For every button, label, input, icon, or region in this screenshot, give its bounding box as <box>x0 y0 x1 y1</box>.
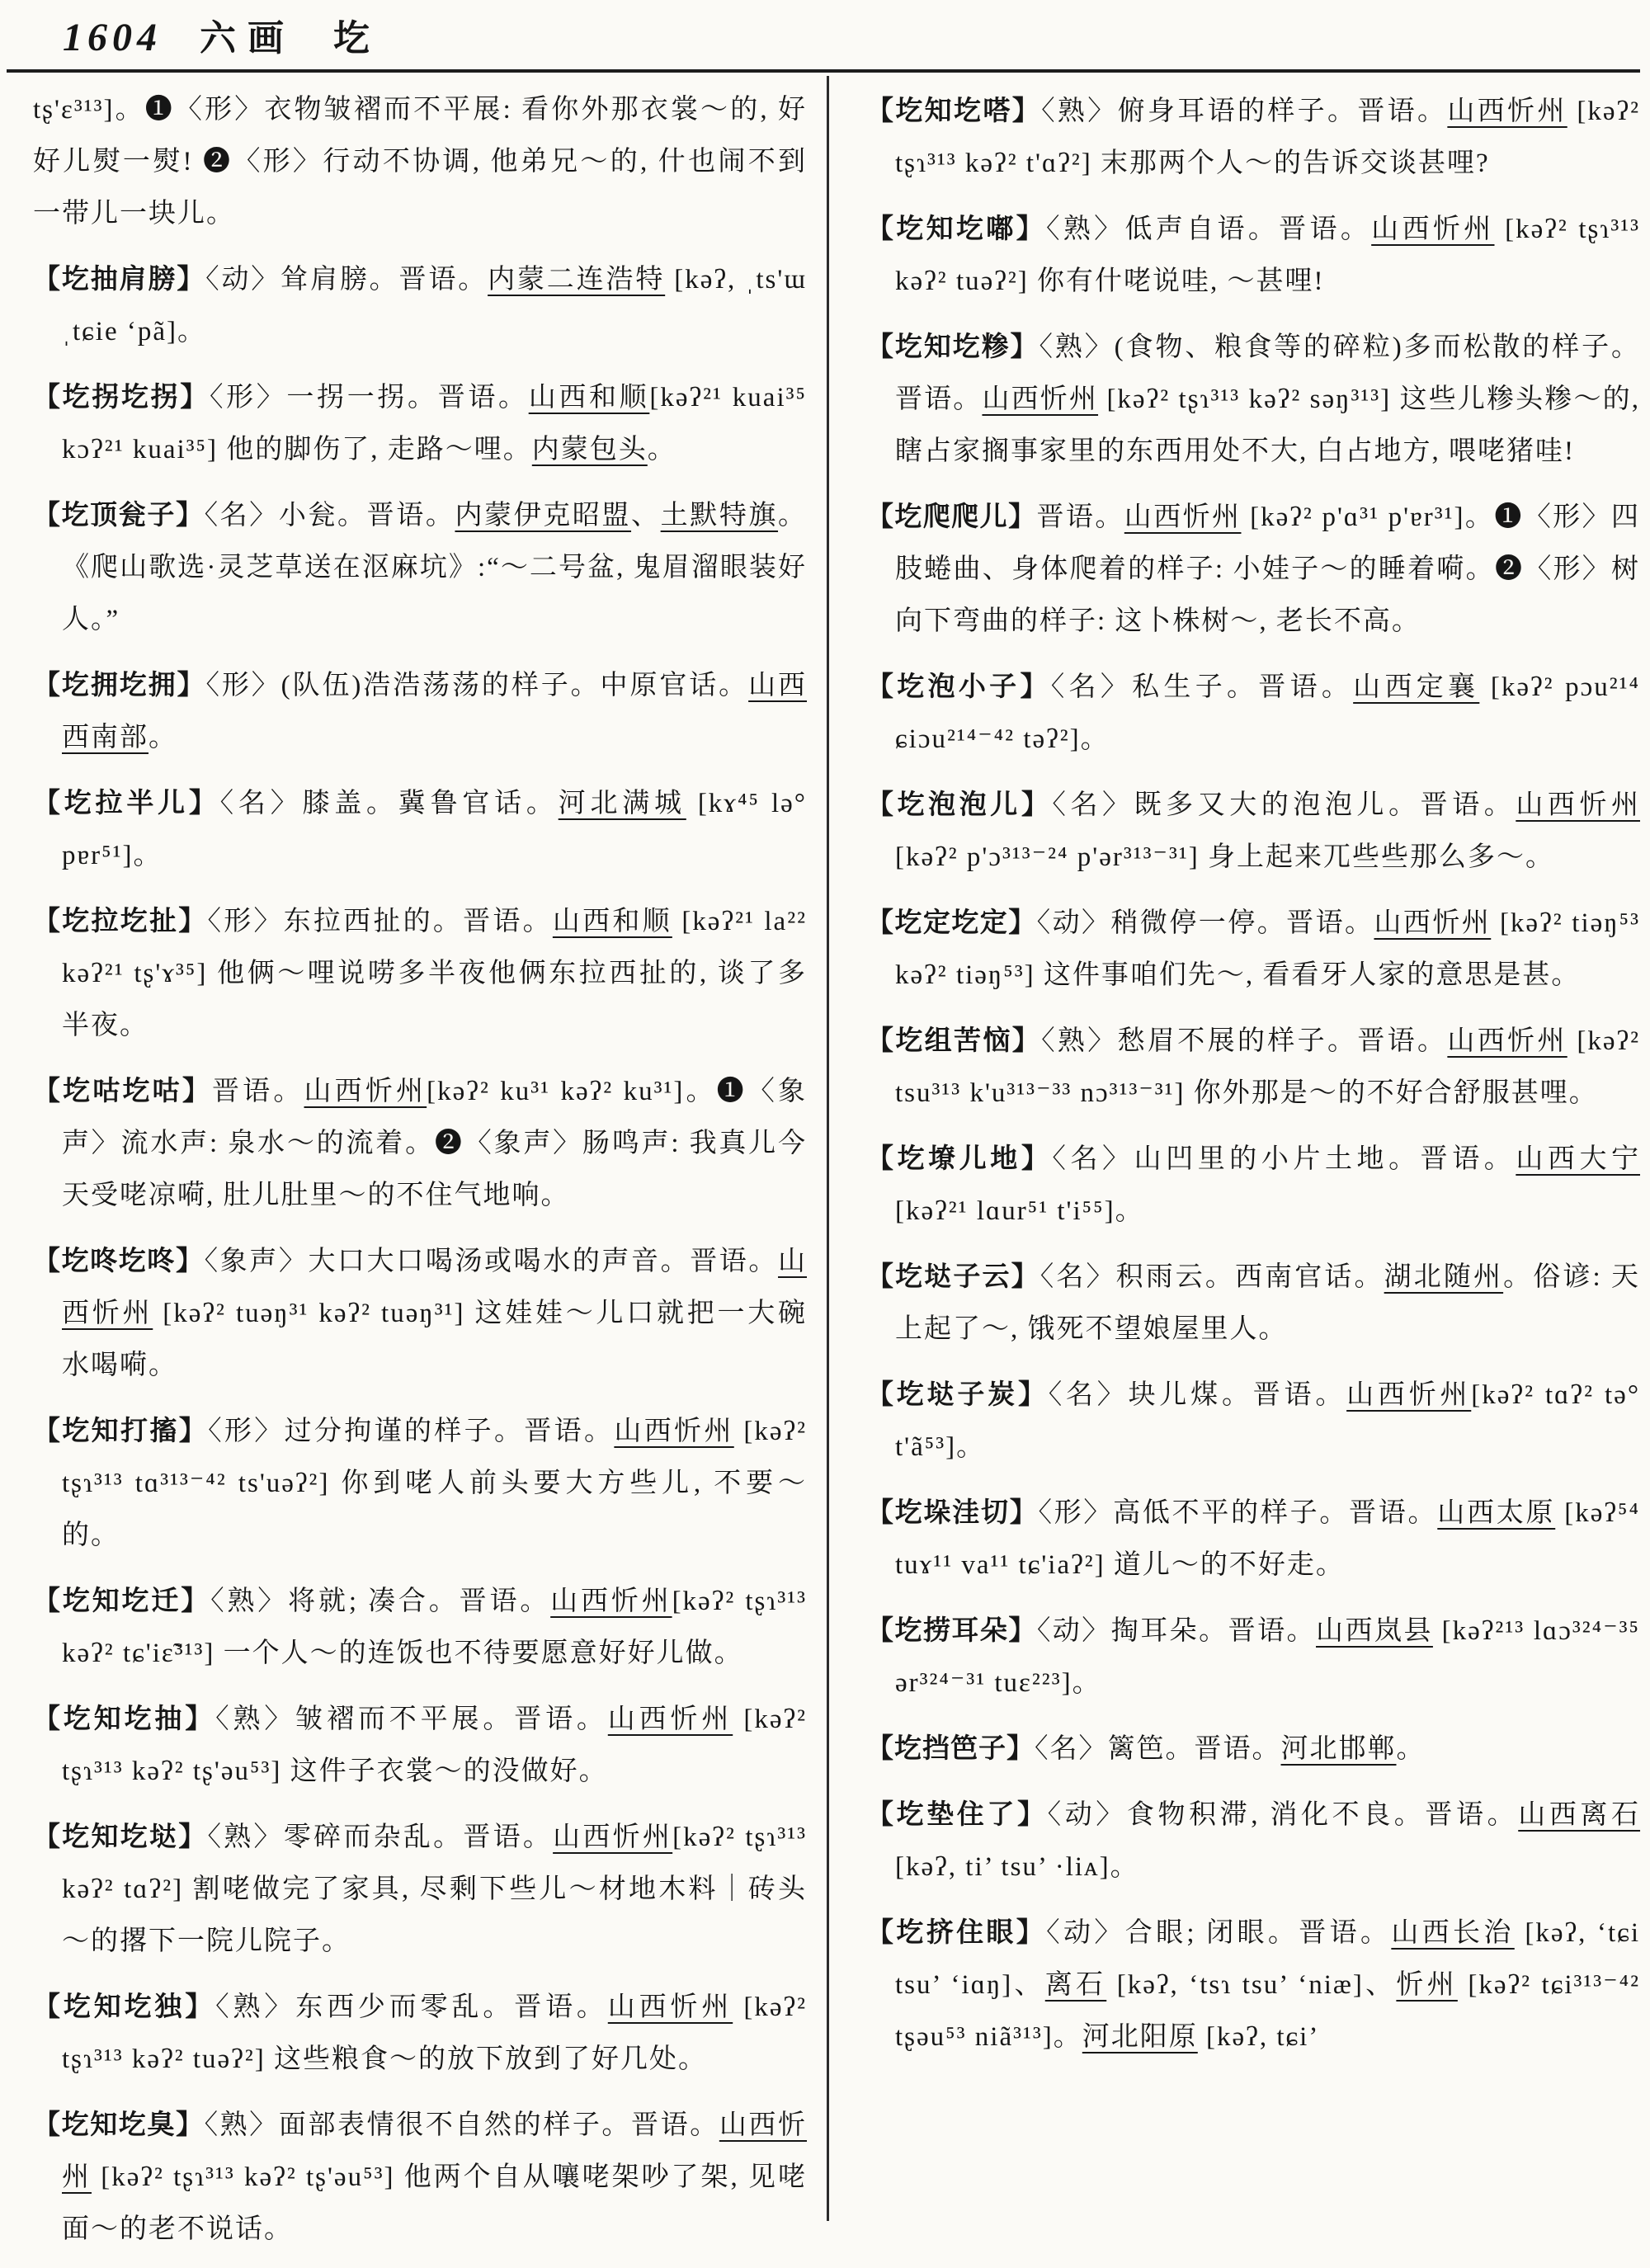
entry-text: 〈名〉积雨云。西南官话。 <box>1040 1262 1384 1292</box>
dict-entry <box>866 778 1640 884</box>
entry-text: [kəʔ² tʂɿ³¹³ kəʔ² tuəʔ²] 这些粮食～的放下放到了好几处。 <box>62 1992 808 2074</box>
entry-text: [kəʔ²¹ kuai³⁵ kɔʔ²¹ kuai³⁵] 他的脚伤了, 走路～哩。 <box>62 383 808 464</box>
dict-entry <box>33 1810 807 1968</box>
entry-text: 〈熟〉俯身耳语的样子。晋语。 <box>1041 97 1448 126</box>
entry-headword: 【圪挡笆子】 <box>866 1733 1035 1763</box>
entry-text: 〈动〉合眼; 闭眼。晋语。 <box>1046 1918 1392 1948</box>
entry-headword: 【圪定圪定】 <box>866 907 1037 937</box>
entry-text: [kəʔ, tɕi’ <box>1197 2022 1320 2052</box>
place-name: 山西长治 <box>1391 1918 1515 1948</box>
entry-text: 〈形〉高低不平的样子。晋语。 <box>1038 1498 1438 1528</box>
place-name: 忻州 <box>1396 1970 1458 2000</box>
entry-text: 。俗谚: 天上起了～, 饿死不望娘屋里人。 <box>895 1262 1641 1344</box>
entry-text: 〈名〉块儿煤。晋语。 <box>1048 1380 1347 1410</box>
entry-headword: 【圪爬爬儿】 <box>866 501 1037 531</box>
entry-text: [kəʔ² tɑʔ² tə° t'ã⁵³]。 <box>895 1380 1641 1462</box>
dict-entry <box>866 660 1640 766</box>
entry-headword: 【圪㙩儿地】 <box>866 1143 1053 1173</box>
dict-entry <box>33 1574 807 1680</box>
entry-text: [kəʔ, ti’ tsu’ ·liᴀ]。 <box>895 1852 1139 1882</box>
dict-entry <box>866 1014 1640 1120</box>
entry-text: [kəʔ² tsu³¹³ k'u³¹³⁻³³ nɔ³¹³⁻³¹] 你外那是～的不好合舒服甚哩。 <box>895 1026 1641 1108</box>
entry-text: [kəʔ²¹ la²² kəʔ²¹ tʂ'ɤ³⁵] 他俩～哩说唠多半夜他俩东拉西扯的, 谈了多半夜。 <box>62 907 807 1040</box>
entry-text: [kəʔ² tʂɿ³¹³ kəʔ² t'ɑʔ²] 末那两个人～的告诉交谈甚哩? <box>895 97 1641 178</box>
dict-entry <box>33 1692 807 1798</box>
entry-headword: 【圪组苦恼】 <box>866 1025 1042 1055</box>
entry-headword: 【圪垯子炭】 <box>866 1379 1049 1409</box>
entry-text: 〈形〉过分拘谨的样子。晋语。 <box>208 1417 615 1446</box>
entry-headword: 【圪知圪垯】 <box>33 1821 208 1851</box>
place-name: 山西西南部 <box>62 671 808 752</box>
place-name: 山西忻州 <box>62 2110 808 2192</box>
entry-headword: 【圪抽肩膀】 <box>33 263 206 294</box>
entry-text: 晋语。 <box>212 1077 304 1106</box>
dict-entry <box>33 776 807 882</box>
place-name: 内蒙二连浩特 <box>488 265 666 295</box>
entry-text: 〈动〉掏耳朵。晋语。 <box>1036 1616 1317 1646</box>
place-name: 山西忻州 <box>607 1705 733 1734</box>
place-name: 山西岚县 <box>1316 1616 1433 1646</box>
entry-headword: 【圪知圪抽】 <box>33 1703 216 1733</box>
entry-text: 〈名〉膝盖。冀鲁官话。 <box>219 789 559 818</box>
dict-entry <box>866 320 1640 478</box>
entry-text: [kəʔ, ‘tsɿ tsu’ ‘niæ]、 <box>1106 1970 1397 2000</box>
entry-text: [kəʔ² tʂɿ³¹³ kəʔ² tuəʔ²] 你有什咾说哇, ～甚哩! <box>895 215 1641 296</box>
entry-text: [kəʔ, ‘tɕi tsu’ ‘iɑŋ]、 <box>895 1918 1641 2000</box>
place-name: 山西忻州 <box>607 1992 733 2022</box>
entry-text: 〈熟〉(食物、粮食等的碎粒)多而松散的样子。晋语。 <box>895 332 1640 414</box>
entry-headword: 【圪捞耳朵】 <box>866 1615 1037 1645</box>
entry-text: [kəʔ² p'ɑ³¹ p'ɐr³¹]。❶〈形〉四肢蜷曲、身体爬着的样子: 小娃子～的睡着嗬。❷〈形〉树向下弯曲的样子: 这卜株树～, 老长不高。 <box>895 502 1641 636</box>
stroke-section-label: 六画 <box>200 18 295 59</box>
entry-text: [kəʔ, ˌts'ɯ ˌtɕie ‘pã]。 <box>62 265 808 347</box>
entry-text: 〈熟〉愁眉不展的样子。晋语。 <box>1041 1026 1448 1056</box>
section-head-character: 圪 <box>333 18 370 59</box>
place-name: 离石 <box>1044 1970 1107 2000</box>
place-name: 山西忻州 <box>1346 1380 1472 1410</box>
entry-headword: 【圪拐圪拐】 <box>33 381 210 412</box>
entry-text: 〈动〉耸肩膀。晋语。 <box>205 265 488 295</box>
place-name: 内蒙包头 <box>531 435 648 464</box>
place-name: 河北满城 <box>558 789 686 818</box>
entry-headword: 【圪知圪臭】 <box>33 2109 205 2139</box>
place-name: 内蒙伊克昭盟 <box>455 501 632 530</box>
place-name: 山西忻州 <box>62 1247 808 1328</box>
entry-text: [kəʔ² tʂɿ³¹³ kəʔ² səŋ³¹³] 这些儿糁头糁～的, 瞎占家搁事家里的东西用处不大, 白占地方, 喂咾猪哇! <box>895 384 1641 466</box>
dict-entry <box>866 490 1640 648</box>
entry-text: [kəʔ² tʂɿ³¹³ kəʔ² tɕ'iɛ̃³¹³] 一个人～的连饭也不待要愿意好好儿做。 <box>62 1587 808 1668</box>
entry-text: [kəʔ² p'ɔ³¹³⁻²⁴ p'ər³¹³⁻³¹] 身上起来兀些些那么多～。 <box>895 842 1554 872</box>
entry-headword: 【圪知打搐】 <box>33 1415 209 1445</box>
dict-entry <box>866 202 1640 308</box>
entry-text: 〈动〉稍微停一停。晋语。 <box>1036 908 1374 938</box>
right-column <box>866 84 1640 2076</box>
entry-text: 〈象声〉大口大口喝汤或喝水的声音。晋语。 <box>204 1247 779 1276</box>
entry-headword: 【圪垫住了】 <box>866 1799 1048 1829</box>
dict-entry <box>866 1906 1640 2063</box>
entry-text: 〈熟〉低声自语。晋语。 <box>1046 215 1372 244</box>
entry-headword: 【圪挤住眼】 <box>866 1917 1047 1947</box>
page-number: 1604 <box>63 16 162 59</box>
entry-text: 。《爬山歌选·灵芝草送在沤麻坑》:“～二号盆, 鬼眉溜眼装好人。” <box>62 501 808 634</box>
entry-text: 〈名〉私生子。晋语。 <box>1050 672 1354 702</box>
entry-text: [kəʔ² tʂɿ³¹³ kəʔ² tʂ'əu⁵³] 他两个自从嚷咾架吵了架, 见咾面～的老不说话。 <box>62 2162 807 2244</box>
dict-entry <box>866 1788 1640 1893</box>
dict-entry <box>866 1250 1640 1356</box>
place-name: 山西离石 <box>1518 1800 1641 1830</box>
entry-text: 〈名〉篱笆。晋语。 <box>1035 1734 1281 1764</box>
place-name: 山西忻州 <box>304 1077 427 1106</box>
dict-entry <box>866 1722 1640 1775</box>
place-name: 山西忻州 <box>553 1822 673 1852</box>
dict-entry <box>33 370 807 476</box>
entry-headword: 【圪拉圪扯】 <box>33 905 208 936</box>
entry-text: [kəʔ²¹³ lɑɔ³²⁴⁻³⁵ ər³²⁴⁻³¹ tuɛ²²³]。 <box>895 1616 1641 1698</box>
dict-entry <box>33 488 807 646</box>
place-name: 山西忻州 <box>1371 215 1495 244</box>
entry-headword: 【圪知圪嘟】 <box>866 213 1046 243</box>
place-name: 山西忻州 <box>1447 1026 1568 1056</box>
continuation-text <box>33 84 807 240</box>
dict-entry <box>866 896 1640 1002</box>
entry-headword: 【圪顶瓮子】 <box>33 499 205 530</box>
dict-entry <box>33 894 807 1052</box>
dict-entry <box>33 252 807 358</box>
entry-text: 。 <box>1396 1734 1426 1764</box>
dict-entry <box>33 1234 807 1392</box>
entry-headword: 【圪拥圪拥】 <box>33 669 206 700</box>
entry-headword: 【圪垯子云】 <box>866 1261 1040 1291</box>
entry-headword: 【圪咚圪咚】 <box>33 1245 205 1275</box>
dict-entry <box>866 1486 1640 1591</box>
entry-text: 〈形〉(队伍)浩浩荡荡的样子。中原官话。 <box>205 671 749 700</box>
entry-text: [kəʔ²¹ lɑur⁵¹ t'i⁵⁵]。 <box>895 1196 1144 1226</box>
entry-headword: 【圪知圪迁】 <box>33 1585 211 1615</box>
entry-text: 、 <box>631 501 661 530</box>
entry-headword: 【圪知圪糁】 <box>866 331 1040 361</box>
entry-text: [kəʔ² tɕi³¹³⁻⁴² tʂəu⁵³ niã³¹³]。 <box>895 1970 1641 2052</box>
place-name: 山西定襄 <box>1353 672 1480 702</box>
entry-text: [kəʔ² tʂɿ³¹³ tɑ³¹³⁻⁴² ts'uəʔ²] 你到咾人前头要大方些儿, 不要～的。 <box>62 1417 808 1550</box>
entry-text: 〈熟〉零碎而杂乱。晋语。 <box>207 1822 554 1852</box>
dict-entry <box>866 1368 1640 1473</box>
entry-text: [kəʔ² tʂɿ³¹³ kəʔ² tʂ'əu⁵³] 这件子衣裳～的没做好。 <box>62 1705 808 1786</box>
dict-entry <box>33 658 807 764</box>
entry-text: 〈熟〉东西少而零乱。晋语。 <box>215 1992 608 2022</box>
place-name: 山西忻州 <box>1516 790 1640 820</box>
entry-text: 。 <box>148 723 177 752</box>
header-rule <box>7 69 1640 73</box>
entry-headword: 【圪垛洼切】 <box>866 1497 1039 1527</box>
entry-headword: 【圪知圪独】 <box>33 1991 216 2021</box>
place-name: 山西忻州 <box>1374 908 1492 938</box>
place-name: 山西大宁 <box>1516 1144 1640 1174</box>
dict-entry <box>33 1404 807 1562</box>
dict-entry <box>33 2098 807 2256</box>
entry-text: 〈形〉一拐一拐。晋语。 <box>209 383 529 413</box>
entry-headword: 【圪拉半儿】 <box>33 787 220 818</box>
entry-text: 晋语。 <box>1036 502 1124 532</box>
entry-headword: 【圪咕圪咕】 <box>33 1075 212 1106</box>
dict-entry <box>866 1604 1640 1709</box>
dict-entry <box>33 1064 807 1222</box>
entry-text: [kəʔ² pɔu²¹⁴ ɕiɔu²¹⁴⁻⁴² təʔ²]。 <box>895 672 1641 754</box>
place-name: 山西忻州 <box>1447 97 1568 126</box>
entry-headword: 【圪泡泡儿】 <box>866 789 1053 819</box>
entry-text: 〈熟〉将就; 凑合。晋语。 <box>210 1587 551 1616</box>
place-name: 土默特旗 <box>660 501 779 530</box>
entry-text: [kɤ⁴⁵ lə° pɐr⁵¹]。 <box>62 789 808 870</box>
entry-text: tʂ'ε³¹³]。❶〈形〉衣物皱褶而不平展: 看你外那衣裳～的, 好好儿熨一熨! ❷〈形〉行动不协调, 他弟兄～的, 什也闹不到一带儿一块儿。 <box>33 95 807 229</box>
place-name: 山西和顺 <box>552 907 672 936</box>
place-name: 湖北随州 <box>1384 1262 1504 1292</box>
place-name: 山西太原 <box>1437 1498 1556 1528</box>
page-header <box>63 8 370 61</box>
place-name: 河北阳原 <box>1082 2022 1198 2052</box>
dict-entry <box>866 84 1640 190</box>
entry-text: [kəʔ² tuəŋ³¹ kəʔ² tuəŋ³¹] 这娃娃～儿口就把一大碗水喝嗬。 <box>62 1299 807 1380</box>
entry-text: 〈名〉小瓮。晋语。 <box>204 501 455 530</box>
entry-text: 。 <box>647 435 676 464</box>
dict-entry <box>866 1132 1640 1238</box>
dict-entry <box>33 1980 807 2086</box>
place-name: 山西忻州 <box>1124 502 1242 532</box>
entry-headword: 【圪泡小子】 <box>866 671 1051 701</box>
entry-headword: 【圪知圪嗒】 <box>866 95 1042 125</box>
place-name: 山西和顺 <box>528 383 650 413</box>
entry-text: 〈熟〉皱褶而不平展。晋语。 <box>215 1705 608 1734</box>
entry-text: 〈动〉食物积滞, 消化不良。晋语。 <box>1047 1800 1519 1830</box>
entry-text: 〈名〉既多又大的泡泡儿。晋语。 <box>1052 790 1516 820</box>
place-name: 山西忻州 <box>550 1587 672 1616</box>
entry-text: [kəʔ⁵⁴ tuɤ¹¹ va¹¹ tɕ'iaʔ²] 道儿～的不好走。 <box>895 1498 1641 1580</box>
column-divider <box>827 76 829 2221</box>
place-name: 山西忻州 <box>614 1417 734 1446</box>
entry-text: 〈熟〉面部表情很不自然的样子。晋语。 <box>204 2110 719 2140</box>
left-column <box>33 84 807 2268</box>
place-name: 山西忻州 <box>982 384 1099 414</box>
entry-text: 〈形〉东拉西扯的。晋语。 <box>207 907 553 936</box>
entry-text: [kəʔ² tiəŋ⁵³ kəʔ² tiəŋ⁵³] 这件事咱们先～, 看看牙人家的意思是甚。 <box>895 908 1641 990</box>
entry-text: [kəʔ² ku³¹ kəʔ² ku³¹]。❶〈象声〉流水声: 泉水～的流着。❷〈象声〉肠鸣声: 我真儿今天受咾凉嗬, 肚儿肚里～的不住气地响。 <box>62 1077 808 1210</box>
entry-text: 〈名〉山凹里的小片土地。晋语。 <box>1052 1144 1516 1174</box>
place-name: 河北邯郸 <box>1280 1734 1397 1764</box>
entry-text: [kəʔ² tʂɿ³¹³ kəʔ² tɑʔ²] 割咾做完了家具, 尽剩下些儿～材地木料｜砖头～的撂下一院儿院子。 <box>62 1822 808 1956</box>
